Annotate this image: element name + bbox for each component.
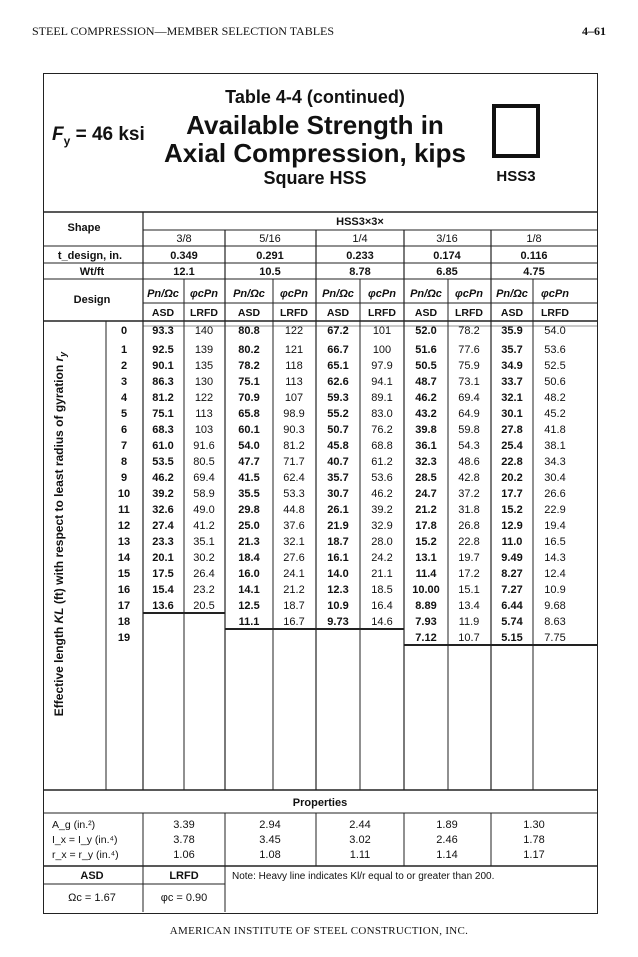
shape-label: Shape	[67, 222, 101, 234]
asd-header: ASD	[500, 307, 524, 319]
lrfd-value: 24.2	[371, 552, 393, 564]
lrfd-value: 121	[284, 344, 304, 356]
tdesign-label: t_design, in.	[57, 250, 123, 262]
phi-pn-header: φcPn	[541, 288, 569, 300]
asd-value: 8.27	[501, 568, 523, 580]
kl-value: 1	[120, 344, 128, 356]
page-number: 4–61	[582, 24, 606, 38]
asd-header: ASD	[237, 307, 261, 319]
asd-value: 46.2	[415, 392, 437, 404]
shape-group: HSS3×3×	[336, 216, 384, 228]
lrfd-value: 30.2	[193, 552, 215, 564]
asd-value: 75.1	[152, 408, 174, 420]
asd-header: ASD	[414, 307, 438, 319]
table-title-line2: Axial Compression, kips	[164, 138, 466, 168]
lrfd-value: 53.3	[283, 488, 305, 500]
asd-value: 53.5	[152, 456, 174, 468]
lrfd-value: 10.7	[458, 632, 480, 644]
pn-omega-header: Pn/Ωc	[233, 288, 265, 300]
asd-value: 67.2	[327, 325, 349, 337]
asd-value: 40.7	[327, 456, 349, 468]
omega-value: Ωc = 1.67	[68, 892, 116, 904]
kl-value: 14	[117, 552, 131, 564]
lrfd-value: 39.2	[371, 504, 393, 516]
lrfd-header: LRFD	[368, 307, 396, 319]
design-label: Design	[73, 294, 111, 306]
size-header: 3/8	[176, 233, 192, 245]
asd-value: 12.5	[238, 600, 260, 612]
lrfd-value: 11.9	[458, 616, 480, 628]
lrfd-value: 53.6	[544, 344, 566, 356]
kl-value: 10	[117, 488, 131, 500]
lrfd-value: 19.7	[458, 552, 480, 564]
lrfd-value: 26.8	[458, 520, 480, 532]
table-title-line1: Available Strength in	[186, 110, 444, 140]
asd-value: 78.2	[238, 360, 260, 372]
lrfd-value: 64.9	[458, 408, 480, 420]
lrfd-value: 35.1	[193, 536, 215, 548]
lrfd-value: 38.1	[544, 440, 566, 452]
asd-value: 28.5	[415, 472, 437, 484]
table-number: Table 4-4 (continued)	[225, 87, 405, 107]
lrfd-value: 31.8	[458, 504, 480, 516]
lrfd-value: 62.4	[283, 472, 305, 484]
lrfd-value: 34.3	[544, 456, 566, 468]
asd-value: 7.93	[415, 616, 437, 628]
kl-value: 18	[117, 616, 131, 628]
property-label: I_x = I_y (in.⁴)	[52, 834, 118, 846]
lrfd-value: 41.2	[193, 520, 215, 532]
lrfd-value: 69.4	[458, 392, 480, 404]
kl-value: 13	[117, 536, 131, 548]
lrfd-value: 100	[372, 344, 392, 356]
asd-value: 32.3	[415, 456, 437, 468]
heavy-line-note: Note: Heavy line indicates Kl/r equal to or greater than 200.	[232, 871, 495, 882]
property-value: 1.89	[436, 819, 458, 831]
phi-value: φc = 0.90	[160, 892, 208, 904]
asd-value: 55.2	[327, 408, 349, 420]
asd-value: 22.8	[501, 456, 523, 468]
property-value: 1.30	[523, 819, 545, 831]
lrfd-value: 122	[194, 392, 214, 404]
property-label: r_x = r_y (in.⁴)	[52, 849, 119, 861]
size-header: 5/16	[259, 233, 281, 245]
bottom-lrfd-label: LRFD	[169, 870, 199, 882]
property-value: 1.11	[349, 849, 371, 861]
wt-value: 6.85	[436, 266, 458, 278]
size-header: 3/16	[436, 233, 458, 245]
lrfd-value: 48.6	[458, 456, 480, 468]
asd-value: 45.8	[327, 440, 349, 452]
wt-value: 4.75	[523, 266, 545, 278]
kl-value: 17	[117, 600, 131, 612]
asd-value: 10.00	[412, 584, 440, 596]
lrfd-value: 41.8	[544, 424, 566, 436]
phi-pn-header: φcPn	[280, 288, 308, 300]
asd-value: 35.7	[501, 344, 523, 356]
lrfd-value: 59.8	[458, 424, 480, 436]
property-value: 1.17	[523, 849, 545, 861]
property-value: 3.45	[259, 834, 281, 846]
asd-value: 35.7	[327, 472, 349, 484]
asd-value: 60.1	[238, 424, 260, 436]
kl-value: 7	[120, 440, 128, 452]
property-value: 1.08	[259, 849, 281, 861]
lrfd-value: 139	[194, 344, 214, 356]
lrfd-value: 54.0	[544, 325, 566, 337]
tdesign-value: 0.233	[346, 250, 374, 262]
asd-header: ASD	[151, 307, 175, 319]
asd-value: 43.2	[415, 408, 437, 420]
lrfd-value: 21.2	[283, 584, 305, 596]
asd-value: 11.0	[501, 536, 523, 548]
lrfd-value: 94.1	[371, 376, 393, 388]
asd-value: 14.0	[327, 568, 349, 580]
lrfd-value: 16.5	[544, 536, 566, 548]
lrfd-value: 140	[194, 325, 214, 337]
lrfd-value: 113	[195, 408, 213, 420]
running-head-title: STEEL COMPRESSION—MEMBER SELECTION TABLES	[32, 24, 335, 38]
property-value: 1.06	[173, 849, 195, 861]
asd-value: 17.7	[501, 488, 523, 500]
asd-value: 52.0	[415, 325, 437, 337]
lrfd-value: 103	[194, 424, 214, 436]
lrfd-value: 22.9	[544, 504, 566, 516]
lrfd-value: 44.8	[283, 504, 305, 516]
tdesign-value: 0.349	[170, 250, 198, 262]
yield-strength: $F_y = 46$ ksi	[52, 124, 145, 148]
lrfd-value: 135	[194, 360, 214, 372]
asd-value: 48.7	[415, 376, 437, 388]
property-value: 1.14	[436, 849, 458, 861]
lrfd-value: 21.1	[371, 568, 393, 580]
lrfd-value: 16.7	[283, 616, 305, 628]
asd-value: 15.4	[152, 584, 174, 596]
table-subtitle: Square HSS	[263, 168, 367, 188]
lrfd-value: 68.8	[371, 440, 393, 452]
asd-value: 9.73	[327, 616, 349, 628]
lrfd-value: 53.6	[371, 472, 393, 484]
asd-value: 35.5	[238, 488, 260, 500]
asd-value: 14.1	[238, 584, 260, 596]
asd-value: 62.6	[327, 376, 349, 388]
property-value: 2.46	[436, 834, 458, 846]
lrfd-value: 122	[284, 325, 304, 337]
wt-value: 12.1	[173, 266, 195, 278]
lrfd-value: 75.9	[458, 360, 480, 372]
asd-value: 50.7	[327, 424, 349, 436]
lrfd-value: 78.2	[458, 325, 480, 337]
property-label: A_g (in.²)	[52, 819, 96, 831]
lrfd-value: 32.9	[371, 520, 393, 532]
asd-value: 16.0	[238, 568, 260, 580]
asd-value: 75.1	[238, 376, 260, 388]
tdesign-value: 0.174	[433, 250, 461, 262]
lrfd-value: 24.1	[283, 568, 305, 580]
asd-value: 68.3	[152, 424, 174, 436]
asd-value: 80.2	[238, 344, 260, 356]
kl-value: 6	[120, 424, 128, 436]
lrfd-value: 20.5	[193, 600, 215, 612]
asd-value: 10.9	[327, 600, 349, 612]
lrfd-value: 97.9	[371, 360, 393, 372]
property-value: 2.44	[349, 819, 371, 831]
asd-value: 90.1	[152, 360, 174, 372]
kl-value: 0	[120, 325, 128, 337]
asd-value: 59.3	[327, 392, 349, 404]
property-value: 3.02	[349, 834, 371, 846]
lrfd-header: LRFD	[280, 307, 308, 319]
asd-value: 7.27	[501, 584, 523, 596]
asd-value: 41.5	[238, 472, 260, 484]
lrfd-value: 10.9	[544, 584, 566, 596]
property-value: 3.39	[173, 819, 195, 831]
asd-value: 15.2	[415, 536, 437, 548]
kl-value: 3	[120, 376, 128, 388]
asd-value: 20.2	[501, 472, 523, 484]
asd-value: 29.8	[238, 504, 260, 516]
asd-value: 26.1	[327, 504, 349, 516]
lrfd-value: 73.1	[458, 376, 480, 388]
lrfd-value: 77.6	[458, 344, 480, 356]
bottom-asd-label: ASD	[80, 870, 104, 882]
lrfd-value: 17.2	[458, 568, 480, 580]
lrfd-value: 98.9	[283, 408, 305, 420]
lrfd-value: 69.4	[193, 472, 215, 484]
kl-value: 15	[117, 568, 131, 580]
lrfd-value: 130	[194, 376, 214, 388]
asd-value: 30.1	[501, 408, 523, 420]
lrfd-value: 7.75	[544, 632, 566, 644]
asd-value: 35.9	[501, 325, 523, 337]
asd-value: 92.5	[152, 344, 174, 356]
lrfd-value: 12.4	[544, 568, 566, 580]
asd-value: 36.1	[415, 440, 437, 452]
asd-value: 61.0	[152, 440, 174, 452]
property-value: 3.78	[173, 834, 195, 846]
lrfd-value: 91.6	[193, 440, 215, 452]
asd-value: 33.7	[501, 376, 523, 388]
asd-value: 11.4	[415, 568, 437, 580]
asd-value: 54.0	[238, 440, 260, 452]
lrfd-value: 52.5	[544, 360, 566, 372]
asd-value: 25.4	[501, 440, 523, 452]
asd-value: 39.8	[415, 424, 437, 436]
kl-value: 9	[120, 472, 128, 484]
lrfd-value: 15.1	[458, 584, 480, 596]
asd-value: 5.74	[501, 616, 523, 628]
asd-value: 21.2	[415, 504, 437, 516]
asd-value: 20.1	[152, 552, 174, 564]
lrfd-value: 50.6	[544, 376, 566, 388]
lrfd-value: 80.5	[193, 456, 215, 468]
lrfd-header: LRFD	[455, 307, 483, 319]
lrfd-value: 26.6	[544, 488, 566, 500]
lrfd-value: 28.0	[371, 536, 393, 548]
asd-value: 9.49	[501, 552, 523, 564]
asd-value: 13.6	[152, 600, 174, 612]
kl-value: 4	[120, 392, 128, 404]
wt-label: Wt/ft	[79, 266, 105, 278]
asd-value: 18.4	[238, 552, 260, 564]
asd-value: 47.7	[238, 456, 260, 468]
asd-value: 65.1	[327, 360, 349, 372]
property-value: 1.78	[523, 834, 545, 846]
lrfd-value: 8.63	[544, 616, 566, 628]
kl-value: 2	[120, 360, 128, 372]
asd-value: 46.2	[152, 472, 174, 484]
phi-pn-header: φcPn	[455, 288, 483, 300]
pn-omega-header: Pn/Ωc	[322, 288, 354, 300]
wt-value: 10.5	[259, 266, 281, 278]
properties-heading: Properties	[292, 797, 348, 809]
asd-value: 34.9	[501, 360, 523, 372]
tdesign-value: 0.116	[520, 250, 548, 262]
asd-value: 65.8	[238, 408, 260, 420]
asd-value: 24.7	[415, 488, 437, 500]
lrfd-header: LRFD	[190, 307, 218, 319]
lrfd-value: 45.2	[544, 408, 566, 420]
kl-value: 19	[117, 632, 131, 644]
lrfd-value: 42.8	[458, 472, 480, 484]
lrfd-value: 9.68	[544, 600, 566, 612]
lrfd-value: 113	[285, 376, 303, 388]
kl-value: 8	[120, 456, 128, 468]
asd-value: 18.7	[327, 536, 349, 548]
lrfd-value: 18.5	[371, 584, 393, 596]
lrfd-value: 26.4	[193, 568, 215, 580]
lrfd-value: 19.4	[544, 520, 566, 532]
shape-code: HSS3	[496, 168, 536, 185]
lrfd-value: 58.9	[193, 488, 215, 500]
lrfd-value: 49.0	[193, 504, 215, 516]
asd-value: 25.0	[238, 520, 260, 532]
asd-value: 50.5	[415, 360, 437, 372]
lrfd-value: 118	[285, 360, 303, 372]
lrfd-value: 54.3	[458, 440, 480, 452]
asd-value: 17.5	[152, 568, 174, 580]
asd-value: 12.9	[501, 520, 523, 532]
asd-value: 70.9	[238, 392, 260, 404]
lrfd-value: 32.1	[283, 536, 305, 548]
kl-value: 5	[120, 408, 128, 420]
asd-value: 66.7	[327, 344, 349, 356]
lrfd-value: 89.1	[371, 392, 393, 404]
lrfd-value: 13.4	[458, 600, 480, 612]
lrfd-header: LRFD	[541, 307, 569, 319]
asd-value: 86.3	[152, 376, 174, 388]
asd-value: 21.3	[238, 536, 260, 548]
asd-value: 80.8	[238, 325, 260, 337]
asd-value: 81.2	[152, 392, 174, 404]
asd-value: 13.1	[415, 552, 437, 564]
lrfd-value: 76.2	[371, 424, 393, 436]
kl-value: 11	[118, 504, 130, 516]
asd-value: 23.3	[152, 536, 174, 548]
asd-value: 6.44	[501, 600, 523, 612]
asd-value: 17.8	[415, 520, 437, 532]
asd-value: 11.1	[238, 616, 260, 628]
lrfd-value: 22.8	[458, 536, 480, 548]
asd-value: 15.2	[501, 504, 523, 516]
asd-value: 5.15	[501, 632, 523, 644]
asd-value: 93.3	[152, 325, 174, 337]
pn-omega-header: Pn/Ωc	[410, 288, 442, 300]
size-header: 1/8	[526, 233, 542, 245]
asd-value: 21.9	[327, 520, 349, 532]
asd-value: 16.1	[327, 552, 349, 564]
lrfd-value: 14.6	[371, 616, 393, 628]
lrfd-value: 27.6	[283, 552, 305, 564]
asd-value: 7.12	[415, 632, 437, 644]
pn-omega-header: Pn/Ωc	[147, 288, 179, 300]
size-header: 1/4	[352, 233, 368, 245]
asd-value: 32.1	[501, 392, 523, 404]
lrfd-value: 101	[372, 325, 392, 337]
lrfd-value: 90.3	[283, 424, 305, 436]
lrfd-value: 71.7	[283, 456, 305, 468]
pn-omega-header: Pn/Ωc	[496, 288, 528, 300]
lrfd-value: 18.7	[283, 600, 305, 612]
asd-value: 27.4	[152, 520, 174, 532]
publisher-footer: AMERICAN INSTITUTE OF STEEL CONSTRUCTION, INC.	[169, 925, 469, 937]
asd-value: 30.7	[327, 488, 349, 500]
asd-value: 12.3	[327, 584, 349, 596]
wt-value: 8.78	[349, 266, 371, 278]
lrfd-value: 14.3	[544, 552, 566, 564]
y-axis-label: Effective length KL (ft) with respect to least radius of gyration $r_y$	[51, 351, 69, 717]
lrfd-value: 23.2	[193, 584, 215, 596]
kl-value: 12	[117, 520, 131, 532]
asd-value: 32.6	[152, 504, 174, 516]
lrfd-value: 30.4	[544, 472, 566, 484]
lrfd-value: 83.0	[371, 408, 393, 420]
lrfd-value: 61.2	[371, 456, 393, 468]
tdesign-value: 0.291	[256, 250, 284, 262]
lrfd-value: 37.2	[458, 488, 480, 500]
lrfd-value: 16.4	[371, 600, 393, 612]
lrfd-value: 46.2	[371, 488, 393, 500]
kl-value: 16	[117, 584, 131, 596]
lrfd-value: 37.6	[283, 520, 305, 532]
phi-pn-header: φcPn	[368, 288, 396, 300]
lrfd-value: 81.2	[283, 440, 305, 452]
property-value: 2.94	[259, 819, 281, 831]
asd-value: 39.2	[152, 488, 174, 500]
phi-pn-header: φcPn	[190, 288, 218, 300]
asd-value: 51.6	[415, 344, 437, 356]
asd-header: ASD	[326, 307, 350, 319]
asd-value: 8.89	[415, 600, 437, 612]
lrfd-value: 48.2	[544, 392, 566, 404]
asd-value: 27.8	[501, 424, 523, 436]
lrfd-value: 107	[284, 392, 304, 404]
